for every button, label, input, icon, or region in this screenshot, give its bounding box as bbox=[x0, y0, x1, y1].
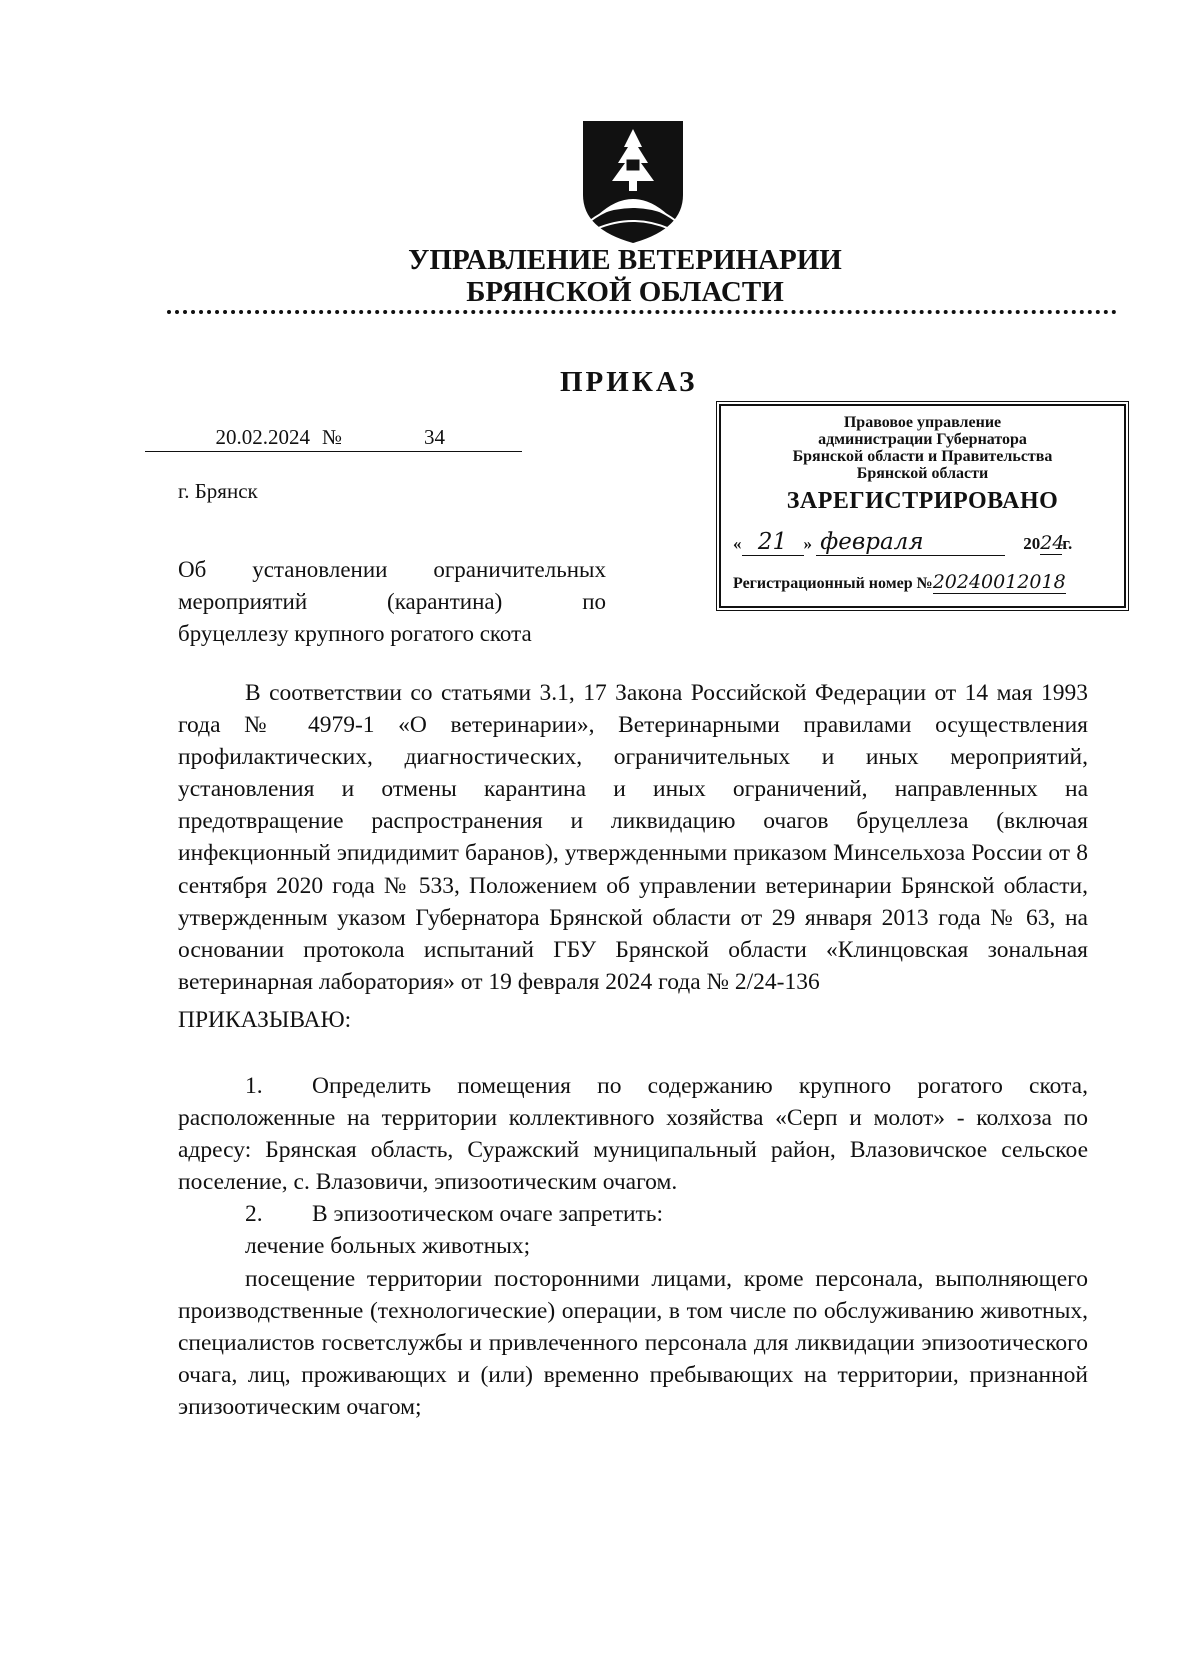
stamp-year-prefix: 20 bbox=[1023, 534, 1041, 553]
order-date-line bbox=[145, 425, 522, 452]
order-subject bbox=[178, 554, 606, 650]
coat-of-arms-icon bbox=[578, 117, 688, 247]
order-number: 34 bbox=[342, 425, 522, 452]
stamp-day: 21 bbox=[742, 529, 804, 556]
subject-line2: мероприятий (карантина) по bbox=[178, 589, 606, 614]
stamp-month: февраля bbox=[816, 529, 1005, 556]
stamp-reg-label: Регистрационный номер № bbox=[733, 575, 933, 592]
order-number-sign: № bbox=[310, 425, 342, 452]
stamp-reg-number: 20240012018 bbox=[932, 571, 1066, 593]
order-date: 20.02.2024 bbox=[145, 425, 310, 452]
stamp-registered: ЗАРЕГИСТРИРОВАНО bbox=[786, 488, 1059, 514]
subject-line1: Об установлении ограничительных bbox=[178, 557, 606, 582]
stamp-open-quote: « bbox=[733, 534, 742, 553]
item-1-text: Определить помещения по содержанию крупного рогатого скота, расположенные на территории коллективного хозяйства «Серп и молот» - колхоза по адресу: Брянская область, Суражский муниципальный район, Влазовичское сельское поселение, с. Влазовичи, эпизоотическим очагом. bbox=[178, 1073, 1088, 1196]
order-items bbox=[178, 1070, 1088, 1423]
stamp-line1: Правовое управление bbox=[843, 414, 1002, 431]
preamble-text: В соответствии со статьями 3.1, 17 Закона Российской Федерации от 14 мая 1993 года № 4979-1 «О ветеринарии», Ветеринарными правилами осуществления профилактических, диагностических, ограничительных и иных мероприятий, установления и отмены карантина и иных ограничений, направленных на предотвращение распространения и ликвидацию очагов бруцеллеза (включая инфекционный эпидидимит баранов), утвержденными приказом Минсельхоза России от 8 сентября 2020 года № 533, Положением об управлении ветеринарии Брянской области, утвержденным указом Губернатора Брянской области от 29 января 2013 года № 63, на основании протокола испытаний ГБУ Брянской области «Клинцовская зональная ветеринарная лаборатория» от 19 февраля 2024 года № 2/24-136 bbox=[178, 680, 1088, 995]
stamp-year-unit: г. bbox=[1062, 534, 1073, 553]
stamp-line2: администрации Губернатора bbox=[818, 431, 1027, 448]
item-1-number: 1. bbox=[245, 1073, 263, 1099]
header-divider bbox=[167, 310, 1117, 314]
order-word: ПРИКАЗЫВАЮ: bbox=[178, 1007, 352, 1033]
item-2-sub-a: лечение больных животных; bbox=[245, 1233, 531, 1260]
subject-line3: бруцеллезу крупного рогатого скота bbox=[178, 621, 532, 646]
stamp-year-suffix: 24 bbox=[1040, 532, 1065, 554]
org-name-line2: БРЯНСКОЙ ОБЛАСТИ bbox=[466, 276, 784, 308]
item-2-number: 2. bbox=[245, 1201, 263, 1228]
item-2-sub-b: посещение территории посторонними лицами, кроме персонала, выполняющего производственные (технологические) операции, в том числе по обслуживанию животных, специалистов госветслужбы и привлеченного персонала для ликвидации эпизоотического очага, лиц, проживающих и (или) временно пребывающих на территории, признанной эпизоотическим очагом; bbox=[178, 1265, 1088, 1420]
stamp-number-row bbox=[733, 571, 1123, 594]
preamble-section bbox=[178, 677, 1088, 998]
item-2-text: В эпизоотическом очаге запретить: bbox=[312, 1201, 664, 1228]
document-title: ПРИКАЗ bbox=[560, 366, 698, 398]
registration-stamp bbox=[719, 404, 1126, 608]
org-name-line1: УПРАВЛЕНИЕ ВЕТЕРИНАРИИ bbox=[408, 244, 842, 276]
stamp-close-quote: » bbox=[803, 534, 812, 553]
stamp-line4: Брянской области bbox=[856, 465, 989, 482]
item-1 bbox=[178, 1070, 1088, 1198]
stamp-date-row bbox=[733, 529, 1113, 559]
order-city: г. Брянск bbox=[178, 479, 258, 503]
item-2 bbox=[178, 1198, 1088, 1230]
stamp-line3: Брянской области и Правительства bbox=[792, 448, 1053, 465]
